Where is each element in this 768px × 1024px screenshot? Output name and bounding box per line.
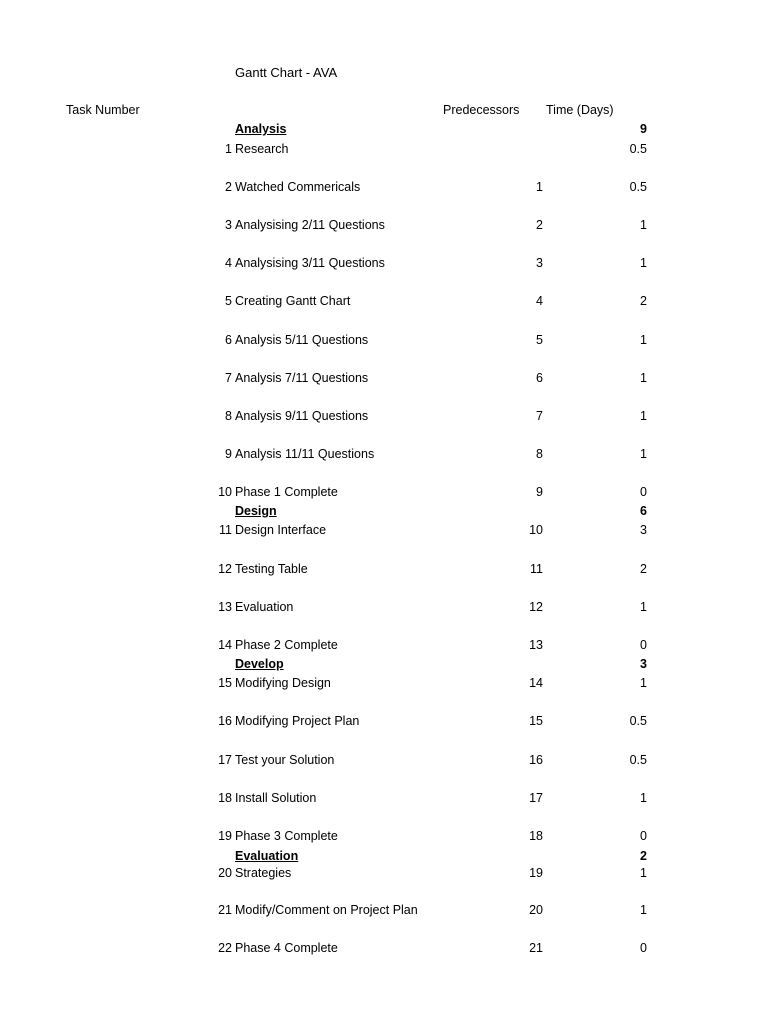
document-title: Gantt Chart - AVA (235, 65, 338, 80)
task-row (0, 713, 768, 730)
task-days: 1 (640, 218, 647, 232)
task-number: 7 (225, 371, 232, 385)
task-row (0, 293, 768, 310)
task-days: 1 (640, 903, 647, 917)
task-row (0, 332, 768, 349)
task-predecessor: 18 (529, 829, 543, 843)
task-row (0, 217, 768, 234)
task-predecessor: 14 (529, 676, 543, 690)
task-number: 22 (218, 941, 232, 955)
phase-row (0, 848, 768, 865)
task-name: Modify/Comment on Project Plan (235, 903, 418, 917)
task-days: 1 (640, 409, 647, 423)
phase-total-days: 2 (640, 849, 647, 863)
task-row (0, 940, 768, 957)
task-days: 0 (640, 941, 647, 955)
task-row (0, 255, 768, 272)
task-predecessor: 13 (529, 638, 543, 652)
task-name: Creating Gantt Chart (235, 294, 351, 308)
task-number: 10 (218, 485, 232, 499)
phase-total-days: 9 (640, 122, 647, 136)
header-time-days: Time (Days) (546, 103, 614, 117)
task-name: Testing Table (235, 562, 308, 576)
task-predecessor: 10 (529, 523, 543, 537)
task-number: 3 (225, 218, 232, 232)
task-days: 0 (640, 485, 647, 499)
task-predecessor: 1 (536, 180, 543, 194)
task-days: 1 (640, 256, 647, 270)
task-days: 1 (640, 600, 647, 614)
task-name: Phase 4 Complete (235, 941, 338, 955)
task-number: 21 (218, 903, 232, 917)
task-number: 1 (225, 142, 232, 156)
task-row (0, 179, 768, 196)
task-row (0, 141, 768, 158)
task-number: 15 (218, 676, 232, 690)
phase-row (0, 121, 768, 138)
task-name: Phase 2 Complete (235, 638, 338, 652)
task-number: 14 (218, 638, 232, 652)
task-number: 8 (225, 409, 232, 423)
task-predecessor: 12 (529, 600, 543, 614)
task-number: 18 (218, 791, 232, 805)
task-row (0, 865, 768, 882)
task-row (0, 484, 768, 501)
task-days: 0.5 (629, 142, 647, 156)
task-predecessor: 21 (529, 941, 543, 955)
task-name: Test your Solution (235, 753, 335, 767)
task-number: 4 (225, 256, 232, 270)
task-predecessor: 16 (529, 753, 543, 767)
task-days: 3 (640, 523, 647, 537)
task-row (0, 446, 768, 463)
phase-name: Evaluation (235, 849, 299, 863)
task-row (0, 637, 768, 654)
task-predecessor: 8 (536, 447, 543, 461)
phase-name: Develop (235, 657, 284, 671)
task-predecessor: 9 (536, 485, 543, 499)
task-name: Phase 1 Complete (235, 485, 338, 499)
task-days: 1 (640, 866, 647, 880)
task-name: Analysis 7/11 Questions (235, 371, 369, 385)
task-number: 16 (218, 714, 232, 728)
task-name: Research (235, 142, 289, 156)
task-predecessor: 4 (536, 294, 543, 308)
task-row (0, 408, 768, 425)
task-row (0, 902, 768, 919)
task-days: 1 (640, 676, 647, 690)
task-row (0, 599, 768, 616)
task-number: 5 (225, 294, 232, 308)
task-name: Analysis 11/11 Questions (235, 447, 375, 461)
task-row (0, 675, 768, 692)
task-name: Design Interface (235, 523, 327, 537)
task-days: 2 (640, 562, 647, 576)
task-name: Watched Commericals (235, 180, 361, 194)
task-days: 1 (640, 447, 647, 461)
phase-row (0, 503, 768, 520)
task-row (0, 790, 768, 807)
task-number: 13 (218, 600, 232, 614)
task-days: 1 (640, 791, 647, 805)
phase-name: Analysis (235, 122, 287, 136)
phase-total-days: 3 (640, 657, 647, 671)
task-predecessor: 17 (529, 791, 543, 805)
task-name: Analysising 2/11 Questions (235, 218, 385, 232)
header-predecessors: Predecessors (443, 103, 520, 117)
task-number: 19 (218, 829, 232, 843)
task-days: 0 (640, 829, 647, 843)
task-name: Analysis 9/11 Questions (235, 409, 369, 423)
phase-row (0, 656, 768, 673)
task-name: Modifying Project Plan (235, 714, 360, 728)
task-predecessor: 15 (529, 714, 543, 728)
task-name: Evaluation (235, 600, 294, 614)
task-name: Phase 3 Complete (235, 829, 338, 843)
task-name: Analysis 5/11 Questions (235, 333, 369, 347)
header-task-number: Task Number (66, 103, 140, 117)
task-number: 11 (219, 523, 232, 537)
task-predecessor: 20 (529, 903, 543, 917)
task-row (0, 752, 768, 769)
phase-total-days: 6 (640, 504, 647, 518)
task-row (0, 828, 768, 845)
task-number: 12 (218, 562, 232, 576)
task-days: 1 (640, 333, 647, 347)
phase-name: Design (235, 504, 277, 518)
task-days: 2 (640, 294, 647, 308)
task-row (0, 561, 768, 578)
task-days: 0.5 (629, 714, 647, 728)
task-predecessor: 3 (536, 256, 543, 270)
task-name: Analysising 3/11 Questions (235, 256, 385, 270)
task-name: Install Solution (235, 791, 317, 805)
task-row (0, 370, 768, 387)
task-number: 6 (225, 333, 232, 347)
task-predecessor: 6 (536, 371, 543, 385)
task-days: 1 (640, 371, 647, 385)
task-predecessor: 2 (536, 218, 543, 232)
task-days: 0 (640, 638, 647, 652)
task-name: Modifying Design (235, 676, 331, 690)
task-predecessor: 5 (536, 333, 543, 347)
task-days: 0.5 (629, 180, 647, 194)
task-row (0, 522, 768, 539)
task-number: 9 (225, 447, 232, 461)
task-predecessor: 7 (536, 409, 543, 423)
task-number: 20 (218, 866, 232, 880)
task-predecessor: 19 (529, 866, 543, 880)
task-days: 0.5 (629, 753, 647, 767)
task-predecessor: 11 (530, 562, 543, 576)
task-number: 2 (225, 180, 232, 194)
task-name: Strategies (235, 866, 292, 880)
task-number: 17 (218, 753, 232, 767)
